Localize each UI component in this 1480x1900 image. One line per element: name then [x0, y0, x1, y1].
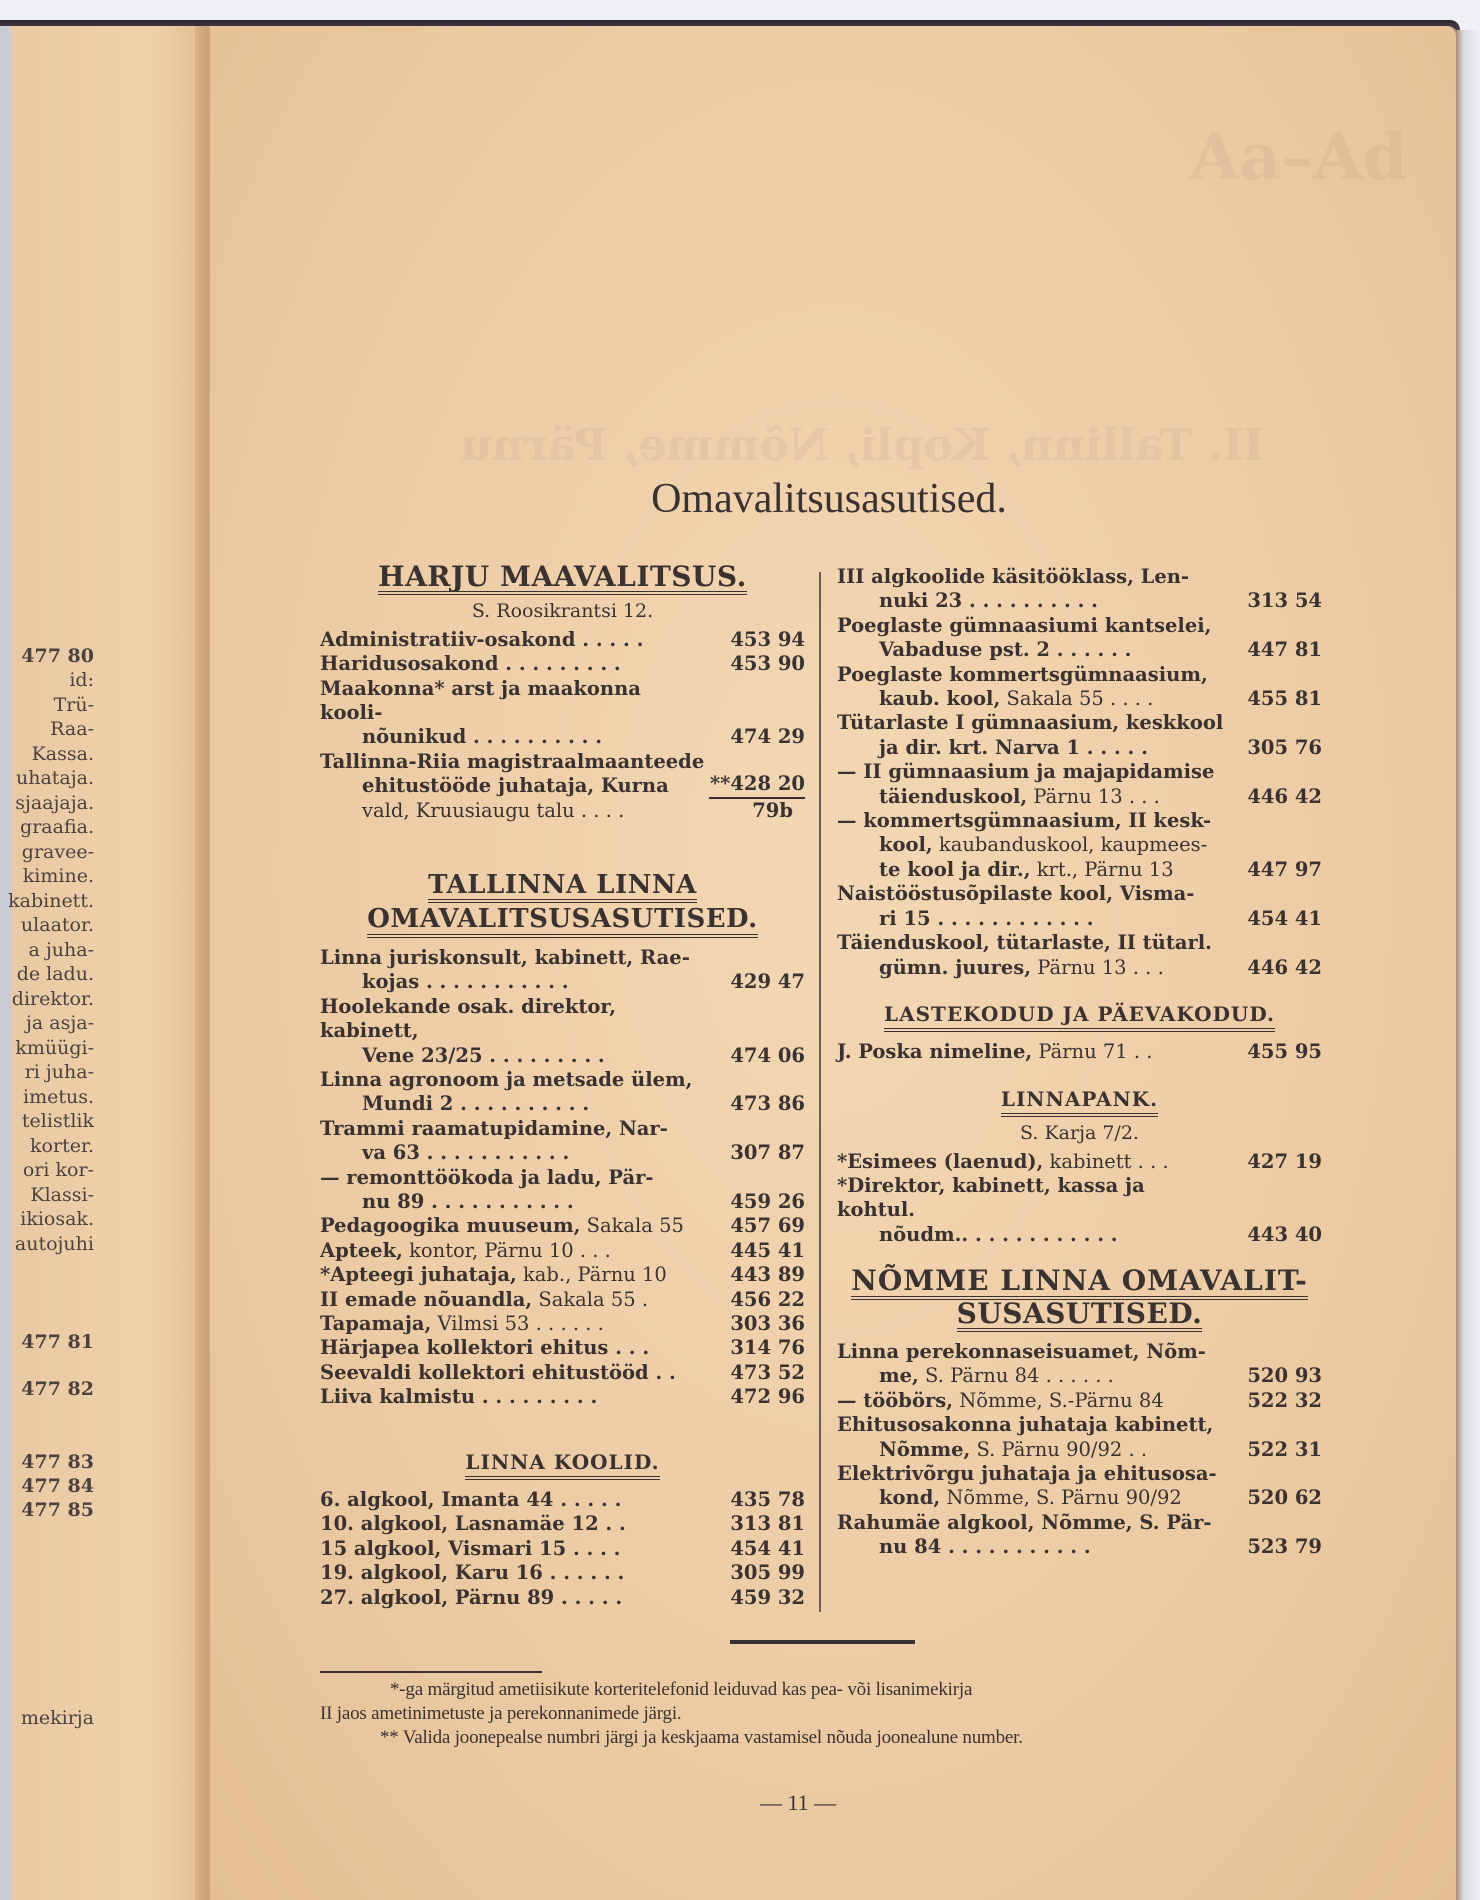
directory-entry	[320, 677, 805, 750]
phone-number: 472 96	[730, 1385, 805, 1409]
end-rule	[730, 1640, 915, 1644]
facing-page-line: kmüügi-	[15, 1036, 94, 1059]
directory-entry	[837, 1389, 1322, 1413]
entry-text: Linna juriskonsult, kabinett, Rae- kojas . . . . . . . . . . .	[320, 945, 690, 994]
phone-number: 447 81	[1247, 638, 1322, 662]
directory-entry	[320, 1512, 805, 1536]
directory-entry	[837, 1340, 1322, 1389]
directory-entry	[837, 1174, 1322, 1247]
phone-number: 523 79	[1247, 1535, 1322, 1559]
entry-text: Tallinna-Riia magistraalmaanteede	[320, 749, 705, 773]
section-heading: SUSASUTISED.	[957, 1302, 1203, 1332]
phone-number: 474 06	[730, 1043, 805, 1067]
entry-text: Administratiiv-osakond . . . . .	[320, 627, 644, 651]
phone-number-split	[709, 772, 805, 823]
entry-list	[320, 1488, 805, 1610]
entry-text: Haridusosakond . . . . . . . . .	[320, 652, 621, 676]
phone-number: 473 52	[730, 1360, 805, 1384]
phone-number: 454 41	[1247, 906, 1322, 930]
directory-entry	[837, 1511, 1322, 1560]
facing-page-lines	[8, 668, 94, 1256]
entry-text: III algkoolide käsitööklass, Len- nuki 23 . . . . . . . . . .	[837, 565, 1190, 613]
facing-page-line: graafia.	[20, 816, 94, 838]
entry-text: Elektrivõrgu juhataja ja ehitusosa- kond, Nõmme, S. Pärnu 90/92	[837, 1462, 1217, 1510]
directory-entry	[320, 1586, 805, 1610]
entry-list	[837, 1040, 1322, 1064]
facing-page-line: a juha-	[28, 938, 94, 961]
entry-text: ehitustööde juhataja, Kurna	[362, 774, 669, 798]
directory-entry	[320, 750, 805, 823]
entry-text: — tööbörs, Nõmme, S.-Pärnu 84	[837, 1388, 1164, 1412]
directory-entry	[320, 1214, 805, 1238]
facing-page-number: 477 84	[21, 1475, 94, 1497]
phone-number: 522 32	[1247, 1388, 1322, 1412]
column-divider	[819, 572, 821, 1612]
directory-entry	[320, 1385, 805, 1409]
phone-number-suffix: 79b	[752, 798, 793, 822]
entry-text: J. Poska nimeline, Pärnu 71 . .	[837, 1040, 1153, 1064]
entry-text: Liiva kalmistu . . . . . . . . .	[320, 1385, 598, 1409]
directory-entry	[837, 565, 1322, 614]
facing-page-line: ikiosak.	[20, 1208, 94, 1230]
entry-text: Apteek, kontor, Pärnu 10 . . .	[320, 1238, 611, 1262]
directory-entry	[320, 1537, 805, 1561]
entry-text: Poeglaste kommertsgümnaasium, kaub. kool, Sakala 55 . . . .	[837, 662, 1208, 711]
facing-page-line: Kassa.	[31, 742, 94, 765]
phone-number: 446 42	[1247, 955, 1322, 979]
directory-entry	[320, 1288, 805, 1312]
section-koolid	[320, 1450, 805, 1610]
facing-page-line: de ladu.	[16, 963, 94, 985]
bleed-through-text: II. Tallinn, Kopli, Nõmme, Pärnu	[460, 420, 1264, 471]
entry-text: vald, Kruusiaugu talu . . . .	[362, 798, 625, 822]
facing-page-line: Klassi-	[30, 1183, 94, 1206]
entry-text: 19. algkool, Karu 16 . . . . . .	[320, 1561, 625, 1585]
phone-number: 459 26	[730, 1189, 805, 1213]
phone-number: 313 81	[730, 1512, 805, 1536]
directory-entry	[837, 809, 1322, 882]
phone-number: 453 94	[730, 627, 805, 651]
facing-page-line: telistlik	[21, 1110, 94, 1132]
phone-number: 520 62	[1247, 1486, 1322, 1510]
facing-page-number: 477 85	[21, 1499, 94, 1521]
section-heading: LINNA KOOLID.	[465, 1450, 659, 1480]
phone-number: 435 78	[730, 1488, 805, 1511]
phone-number: 456 22	[730, 1287, 805, 1311]
entry-text: II emade nõuandla, Sakala 55 .	[320, 1287, 649, 1311]
directory-entry	[837, 614, 1322, 663]
section-heading: LASTEKODUD JA PÄEVAKODUD.	[884, 1002, 1275, 1032]
phone-number: 453 90	[730, 652, 805, 676]
section-nomme	[837, 1264, 1322, 1559]
directory-entry	[320, 1361, 805, 1385]
phone-number: 427 19	[1247, 1149, 1322, 1173]
entry-list	[837, 565, 1322, 980]
entry-text: — remonttöökoda ja ladu, Pär- nu 89 . . . . . . . . . . .	[320, 1165, 654, 1213]
entry-text: Härjapea kollektori ehitus . . .	[320, 1336, 650, 1360]
phone-number: 474 29	[730, 725, 805, 749]
entry-text: *Apteegi juhataja, kab., Pärnu 10	[320, 1263, 667, 1287]
facing-page-line: Trü-	[53, 693, 94, 716]
facing-page-line: Raa-	[50, 718, 94, 740]
facing-page-line: ri juha-	[24, 1061, 94, 1083]
facing-page-line: kabinett.	[8, 889, 94, 912]
directory-entry	[320, 1239, 805, 1263]
footnote: *-ga märgitud ametiisikute korteritelefonid leiduvad kas pea- või lisanimekirja	[390, 1679, 973, 1700]
entry-text: Ehitusosakonna juhataja kabinett, Nõmme, S. Pärnu 90/92 . .	[837, 1413, 1214, 1461]
facing-page-line: direktor.	[11, 987, 94, 1010]
directory-entry	[320, 628, 805, 652]
facing-page-line: kimine.	[22, 865, 94, 887]
entry-list	[837, 1150, 1322, 1248]
phone-number: 313 54	[1247, 589, 1322, 613]
entry-text: Hoolekande osak. direktor, kabinett, Vene 23/25 . . . . . . . . .	[320, 994, 617, 1067]
left-column	[320, 560, 805, 1610]
entry-text: Linna perekonnaseisuamet, Nõm- me, S. Pärnu 84 . . . . . .	[837, 1339, 1206, 1388]
facing-page-line: uhataja.	[15, 767, 94, 789]
phone-number: 445 41	[730, 1238, 805, 1262]
phone-number: 473 86	[730, 1092, 805, 1116]
entry-text: — II gümnaasium ja majapidamise täienduskool, Pärnu 13 . . .	[837, 760, 1215, 808]
footnote: ** Valida joonepealse numbri järgi ja keskjaama vastamisel nõuda joonealune number.	[380, 1727, 1023, 1748]
bleed-through-text: Aa–Ad	[1190, 120, 1408, 195]
entry-text: 27. algkool, Pärnu 89 . . . . .	[320, 1585, 623, 1609]
directory-entry	[320, 1561, 805, 1585]
directory-entry	[837, 1462, 1322, 1511]
phone-number: 443 89	[730, 1263, 805, 1287]
directory-entry	[837, 882, 1322, 931]
section-heading: HARJU MAAVALITSUS.	[378, 565, 747, 595]
entry-list	[837, 1340, 1322, 1560]
entry-text: *Direktor, kabinett, kassa ja kohtul. nõudm.. . . . . . . . . . . .	[837, 1173, 1145, 1246]
phone-number: 429 47	[730, 970, 805, 994]
right-column	[837, 565, 1322, 1560]
phone-number: 314 76	[730, 1336, 805, 1360]
directory-entry	[837, 1150, 1322, 1174]
phone-number: 447 97	[1247, 857, 1322, 881]
entry-text: 15 algkool, Vismari 15 . . . .	[320, 1536, 621, 1560]
facing-page-line: ja asja-	[26, 1012, 94, 1034]
phone-number: 459 32	[730, 1585, 805, 1609]
directory-entry	[837, 931, 1322, 980]
directory-entry	[837, 663, 1322, 712]
facing-page-line: ulaator.	[20, 914, 94, 936]
section-harju	[320, 560, 805, 823]
phone-number: 307 87	[730, 1141, 805, 1165]
directory-entry	[320, 1068, 805, 1117]
section-address: S. Roosikrantsi 12.	[471, 600, 654, 623]
facing-page-line: ori kor-	[22, 1159, 94, 1181]
entry-text: Täienduskool, tütarlaste, II tütarl. gümn. juures, Pärnu 13 . . .	[837, 931, 1212, 979]
page-number: — 11 —	[760, 1790, 837, 1815]
directory-entry	[837, 1040, 1322, 1064]
entry-text: Trammi raamatupidamine, Nar- va 63 . . . . . . . . . . .	[320, 1116, 668, 1165]
section-heading: OMAVALITSUSASUTISED.	[367, 907, 757, 937]
directory-entry	[837, 711, 1322, 760]
entry-list	[320, 628, 805, 750]
section-address: S. Karja 7/2.	[1020, 1122, 1139, 1145]
phone-number: **428 20	[709, 772, 805, 798]
entry-text: Tapamaja, Vilmsi 53 . . . . . .	[320, 1311, 604, 1335]
footnote: II jaos ametinimetuste ja perekonnanimede järgi.	[320, 1703, 682, 1724]
directory-entry	[320, 946, 805, 995]
directory-entry	[320, 1263, 805, 1287]
directory-entry	[320, 1117, 805, 1166]
page-edge	[1456, 30, 1480, 1900]
directory-entry	[320, 1336, 805, 1360]
entry-text: *Esimees (laenud), kabinett . . .	[837, 1149, 1169, 1173]
section-lastekodud	[837, 1002, 1322, 1065]
entry-text: Pedagoogika muuseum, Sakala 55	[320, 1214, 684, 1238]
section-tallinn	[320, 870, 805, 1410]
section-linnapank	[837, 1087, 1322, 1247]
entry-text: 10. algkool, Lasnamäe 12 . .	[320, 1512, 626, 1536]
phone-number: 305 76	[1247, 735, 1322, 759]
footnote-rule	[320, 1671, 542, 1673]
entry-text: Naistööstusõpilaste kool, Visma- ri 15 . . . . . . . . . . . .	[837, 882, 1195, 930]
entry-text: 6. algkool, Imanta 44 . . . . .	[320, 1488, 622, 1511]
facing-page-line: autojuhi	[14, 1232, 94, 1255]
phone-number: 443 40	[1247, 1222, 1322, 1246]
phone-number: 520 93	[1247, 1364, 1322, 1388]
facing-page-footer: mekirja	[20, 1707, 94, 1729]
phone-number: 446 42	[1247, 784, 1322, 808]
facing-page-number: 477 82	[21, 1378, 94, 1400]
entry-text: Tütarlaste I gümnaasium, keskkool ja dir. krt. Narva 1 . . . . .	[837, 711, 1224, 759]
directory-entry	[320, 1488, 805, 1512]
entry-text: Maakonna* arst ja maakonna kooli- nõunikud . . . . . . . . . .	[320, 676, 641, 749]
phone-number: 457 69	[730, 1214, 805, 1238]
entry-list	[320, 946, 805, 1410]
phone-number: 455 95	[1247, 1040, 1322, 1064]
phone-number: 522 31	[1247, 1437, 1322, 1461]
facing-page-line: imetus.	[23, 1085, 94, 1108]
directory-entry	[837, 1413, 1322, 1462]
entry-text: Seevaldi kollektori ehitustööd . .	[320, 1360, 676, 1384]
directory-entry	[837, 760, 1322, 809]
entry-text: Poeglaste gümnaasiumi kantselei, Vabaduse pst. 2 . . . . . .	[837, 613, 1212, 662]
entry-text: Linna agronoom ja metsade ülem, Mundi 2 . . . . . . . . . .	[320, 1067, 693, 1116]
facing-page-line: korter.	[30, 1134, 94, 1157]
phone-number: 454 41	[730, 1536, 805, 1560]
entry-text: — kommertsgümnaasium, II kesk- kool, kaubanduskool, kaupmees- te kool ja dir., krt., Pärnu 13	[837, 809, 1212, 881]
facing-page-number: 477 81	[21, 1331, 94, 1353]
facing-page-number: 477 83	[21, 1451, 94, 1473]
facing-page-line: sjaajaja.	[15, 791, 94, 814]
facing-page-line: id:	[69, 669, 94, 691]
section-heading: LINNAPANK.	[1001, 1087, 1158, 1117]
facing-page-line: gravee-	[21, 840, 94, 863]
section-heading: NÕMME LINNA OMAVALIT-	[851, 1269, 1307, 1299]
facing-page-number: 477 80	[21, 645, 94, 667]
phone-number: 455 81	[1247, 687, 1322, 711]
entry-text: Rahumäe algkool, Nõmme, S. Pär- nu 84 . . . . . . . . . . .	[837, 1510, 1212, 1559]
directory-entry	[320, 1166, 805, 1215]
directory-entry	[320, 652, 805, 676]
directory-entry	[320, 995, 805, 1068]
phone-number: 303 36	[730, 1311, 805, 1335]
phone-number: 305 99	[730, 1561, 805, 1585]
page-title: Omavalitsusasutised.	[651, 476, 1007, 522]
directory-entry	[320, 1312, 805, 1336]
section-heading: TALLINNA LINNA	[428, 873, 697, 903]
